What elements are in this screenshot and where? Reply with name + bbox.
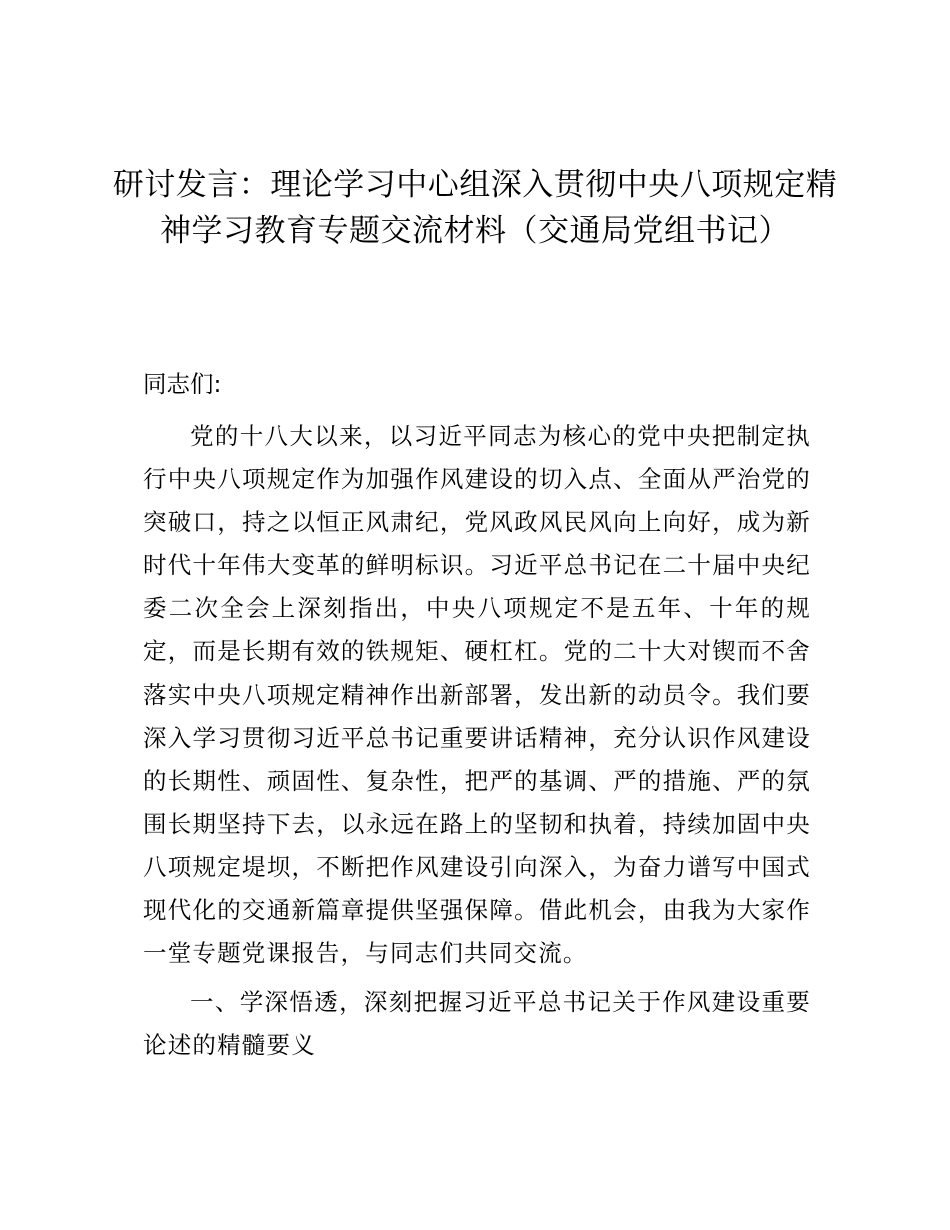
section-heading: 一、学深悟透，深刻把握习近平总书记关于作风建设重要论述的精髓要义 — [143, 988, 811, 1060]
salutation: 同志们: — [143, 370, 222, 398]
document-body — [143, 363, 811, 1073]
body-paragraph: 党的十八大以来，以习近平同志为核心的党中央把制定执行中央八项规定作为加强作风建设的切入点、全面从严治党的突破口，持之以恒正风肃纪，党风政风民风向上向好，成为新时代十年伟大变革的鲜明标识。习近平总书记在二十届中央纪委二次全会上深刻指出，中央八项规定不是五年、十年的规定，而是长期有效的铁规矩、硬杠杠。党的二十大对锲而不舍落实中央八项规定精神作出新部署，发出新的动员令。我们要深入学习贯彻习近平总书记重要讲话精神，充分认识作风建设的长期性、顽固性、复杂性，把严的基调、严的措施、严的氛围长期坚持下去，以永远在路上的坚韧和执着，持续加固中央八项规定堤坝，不断把作风建设引向深入，为奋力谱写中国式现代化的交通新篇章提供坚强保障。借此机会，由我为大家作一堂专题党课报告，与同志们共同交流。 — [143, 422, 811, 968]
document-title: 研讨发言：理论学习中心组深入贯彻中央八项规定精神学习教育专题交流材料（交通局党组书记） — [112, 167, 838, 249]
